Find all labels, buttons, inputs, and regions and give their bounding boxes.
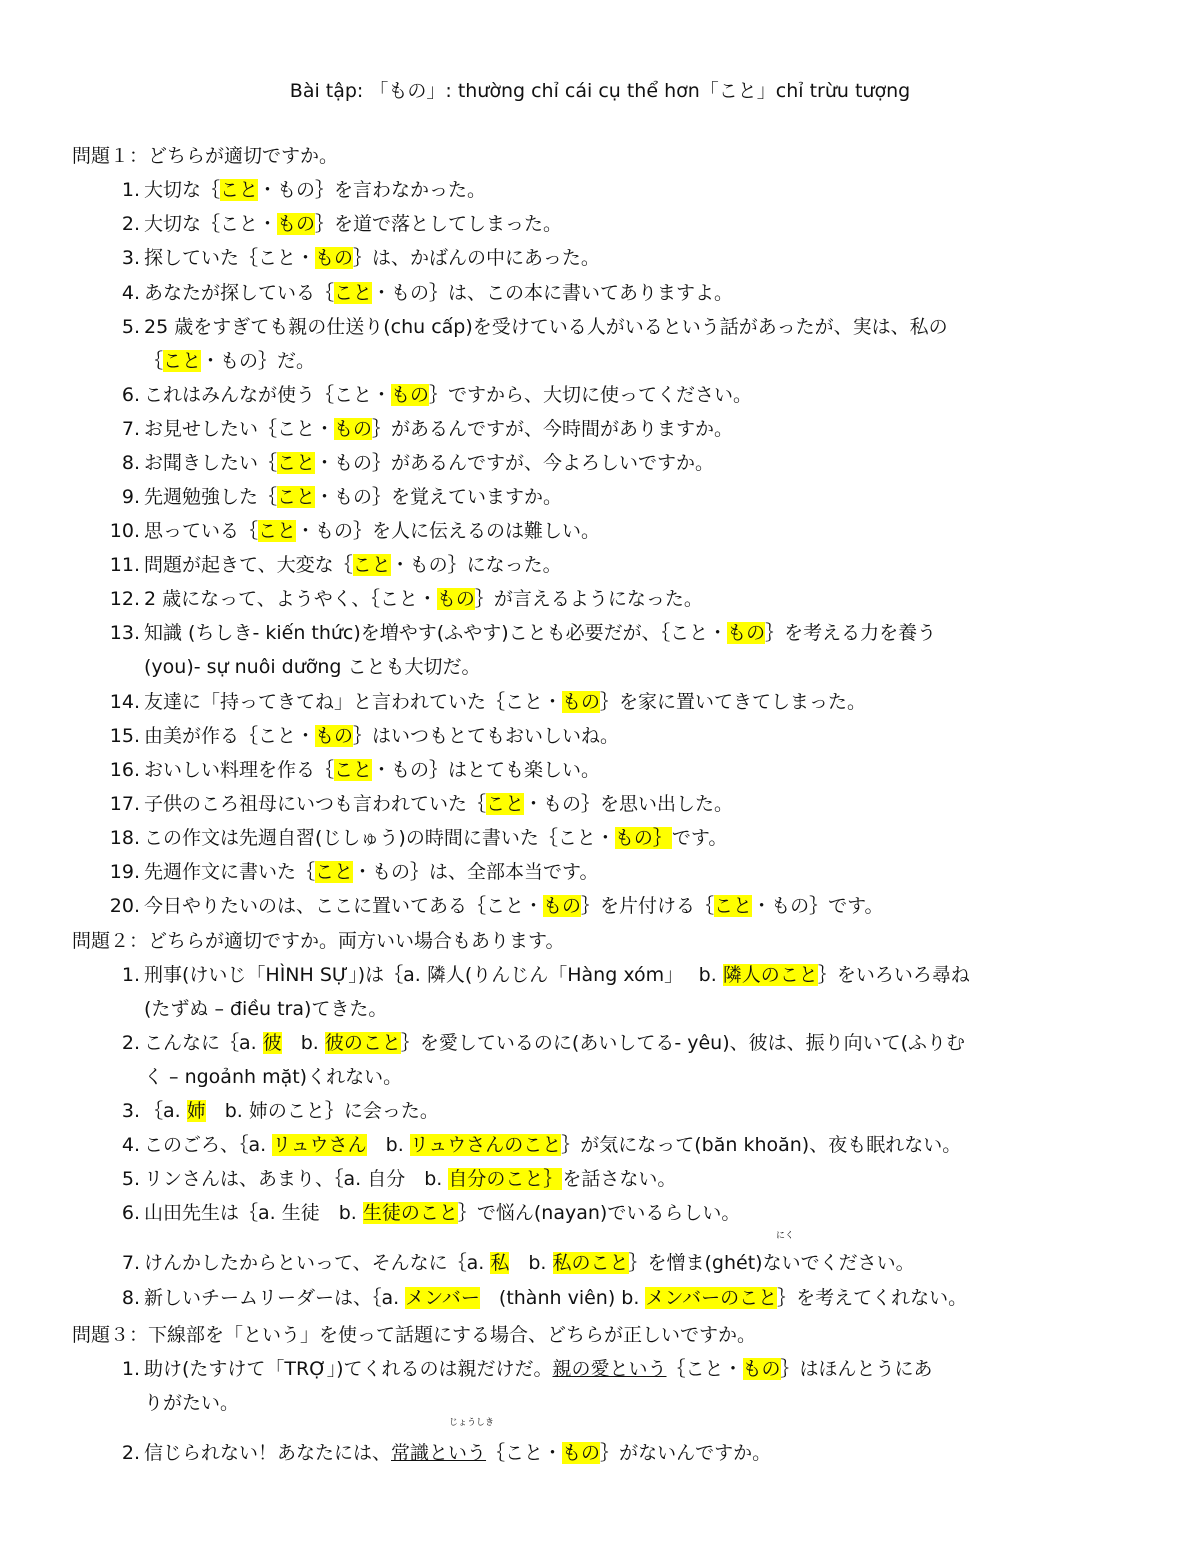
highlighted-answer: もの bbox=[334, 418, 373, 440]
underlined-text: 常識という bbox=[391, 1442, 487, 1464]
q2-item-8 bbox=[100, 1283, 1140, 1310]
item-number: 3. bbox=[121, 247, 140, 269]
text-segment: この作文は先週自習(じしゅう)の時間に書いた｛こと・ bbox=[144, 827, 615, 849]
text-segment: ｝を憎ま(ghét)ないでください。 bbox=[628, 1252, 915, 1274]
text-segment: 大切な｛こと・ bbox=[144, 213, 278, 235]
text-segment: 知識 (ちしき- kiến thức)を増やす(ふやす)ことも必要だが、｛こと・ bbox=[144, 622, 728, 644]
text-segment: ｝ですから、大切に使ってください。 bbox=[429, 384, 753, 406]
text-segment: b. 姉のこと｝に会った。 bbox=[205, 1100, 439, 1122]
text-segment: ｝を愛しているのに(あいしてる- yêu)、彼は、振り向いて(ふりむ bbox=[400, 1032, 966, 1054]
highlighted-answer: もの bbox=[562, 691, 601, 713]
q1-item-20 bbox=[100, 891, 1140, 918]
text-segment: ・もの｝はとても楽しい。 bbox=[372, 759, 601, 781]
highlighted-answer: こと bbox=[334, 282, 373, 304]
text-segment: ｝を考えてくれない。 bbox=[777, 1287, 968, 1309]
highlighted-answer: リュウさんのこと bbox=[409, 1134, 562, 1156]
text-segment: 25 歳をすぎても親の仕送り(chu cấp)を受けている人がいるという話があったが、実は、私の bbox=[144, 316, 948, 338]
q2-item-2-continuation bbox=[144, 1062, 402, 1089]
text-segment: 信じられない！あなたには、 bbox=[144, 1442, 392, 1464]
q2-item-2 bbox=[100, 1028, 1140, 1055]
item-number: 3. bbox=[121, 1100, 140, 1122]
item-number: 14. bbox=[109, 691, 140, 713]
highlighted-answer: 私のこと bbox=[552, 1252, 629, 1274]
text-segment: こんなに｛a. bbox=[144, 1032, 263, 1054]
text-segment: b. bbox=[509, 1252, 553, 1274]
q1-item-5 bbox=[100, 312, 1140, 339]
text-segment: 由美が作る｛こと・ bbox=[144, 725, 316, 747]
text-segment: b. bbox=[366, 1134, 410, 1156]
q2-item-1-continuation bbox=[144, 994, 387, 1021]
item-number: 1. bbox=[121, 179, 140, 201]
highlighted-answer: こと bbox=[315, 861, 354, 883]
text-segment: ｛こと・ bbox=[486, 1442, 563, 1464]
text-segment: 助け(たすけて「TRỢ」)てくれるのは親だけだ。 bbox=[144, 1358, 553, 1380]
highlighted-answer: もの bbox=[315, 725, 354, 747]
highlighted-answer: こと bbox=[334, 759, 373, 781]
item-number: 8. bbox=[121, 452, 140, 474]
text-segment: 友達に「持ってきてね」と言われていた｛こと・ bbox=[144, 691, 563, 713]
text-segment: 刑事(けいじ「HÌNH SỰ」)は｛a. 隣人(りんじん「Hàng xóm」 b. bbox=[144, 964, 723, 986]
text-segment: 問題が起きて、大変な｛ bbox=[144, 554, 353, 576]
item-number: 18. bbox=[109, 827, 140, 849]
highlighted-answer: こと bbox=[486, 793, 525, 815]
q1-item-2 bbox=[100, 209, 1140, 236]
q2-item-6 bbox=[100, 1198, 1140, 1225]
furigana-niku: にく bbox=[776, 1231, 795, 1241]
item-number: 2. bbox=[121, 213, 140, 235]
q1-item-6 bbox=[100, 380, 1140, 407]
text-segment: ｝はいつもとてもおいしいね。 bbox=[353, 725, 620, 747]
text-segment: 思っている｛ bbox=[144, 520, 259, 542]
item-number: 16. bbox=[109, 759, 140, 781]
q1-item-11 bbox=[100, 550, 1140, 577]
highlighted-answer: もの bbox=[562, 1442, 601, 1464]
q1-item-13-continuation bbox=[144, 652, 481, 679]
highlighted-answer: もの bbox=[315, 247, 354, 269]
text-segment: ・もの｝を思い出した。 bbox=[524, 793, 734, 815]
text-segment: ・もの｝を覚えていますか。 bbox=[315, 486, 563, 508]
q2-item-4 bbox=[100, 1130, 1140, 1157]
q1-item-3 bbox=[100, 243, 1140, 270]
text-segment: ｝が気になって(băn khoăn)、夜も眠れない。 bbox=[561, 1134, 962, 1156]
highlighted-answer: メンバーのこと bbox=[645, 1287, 778, 1309]
text-segment: を話さない。 bbox=[562, 1168, 677, 1190]
item-number: 20. bbox=[109, 895, 140, 917]
highlighted-answer: 自分のこと｝ bbox=[448, 1168, 563, 1190]
highlighted-answer: 隣人のこと bbox=[722, 964, 818, 986]
highlighted-answer: 彼のこと bbox=[324, 1032, 401, 1054]
text-segment: 探していた｛こと・ bbox=[144, 247, 316, 269]
text-segment: (thành viên) b. bbox=[479, 1287, 646, 1309]
q2-item-3 bbox=[100, 1096, 1140, 1123]
item-number: 2. bbox=[121, 1032, 140, 1054]
text-segment: あなたが探している｛ bbox=[144, 282, 335, 304]
item-number: 7. bbox=[121, 418, 140, 440]
text-segment: ｝は、かばんの中にあった。 bbox=[353, 247, 600, 269]
q3-item-2 bbox=[100, 1438, 1140, 1465]
text-segment: 子供のころ祖母にいつも言われていた｛ bbox=[144, 793, 487, 815]
highlighted-answer: こと bbox=[714, 895, 753, 917]
q1-item-12 bbox=[100, 584, 1140, 611]
furigana-joushiki: じょうしき bbox=[449, 1418, 495, 1428]
section-1-heading: 問題１：どちらが適切ですか。 bbox=[72, 145, 339, 167]
text-segment: ｝があるんですが、今時間がありますか。 bbox=[372, 418, 734, 440]
highlighted-answer: こと bbox=[352, 554, 391, 576]
item-number: 4. bbox=[121, 1134, 140, 1156]
q1-item-9 bbox=[100, 482, 1140, 509]
item-number: 17. bbox=[109, 793, 140, 815]
highlighted-answer: もの｝ bbox=[614, 827, 672, 849]
q2-item-1 bbox=[100, 960, 1140, 987]
text-segment: く – ngoảnh mặt)くれない。 bbox=[144, 1066, 403, 1088]
highlighted-answer: こと bbox=[277, 452, 316, 474]
text-segment: このごろ、｛a. bbox=[144, 1134, 273, 1156]
text-segment: 大切な｛ bbox=[144, 179, 221, 201]
underlined-text: 親の愛という bbox=[552, 1358, 667, 1380]
text-segment: リンさんは、あまり、｛a. 自分 b. bbox=[144, 1168, 449, 1190]
text-segment: ｛こと・ bbox=[666, 1358, 743, 1380]
q1-item-10 bbox=[100, 516, 1140, 543]
text-segment: りがたい。 bbox=[144, 1392, 240, 1414]
highlighted-answer: もの bbox=[436, 588, 475, 610]
q2-item-5 bbox=[100, 1164, 1140, 1191]
text-segment: ・もの｝は、この本に書いてありますよ。 bbox=[372, 282, 734, 304]
item-number: 2. bbox=[121, 1442, 140, 1464]
text-segment: ｝はほんとうにあ bbox=[780, 1358, 933, 1380]
highlighted-answer: こと bbox=[277, 486, 316, 508]
text-segment: です。 bbox=[671, 827, 728, 849]
highlighted-answer: メンバー bbox=[405, 1287, 480, 1309]
text-segment: ｝を考える力を養う bbox=[765, 622, 937, 644]
text-segment: 先週作文に書いた｛ bbox=[144, 861, 316, 883]
item-number: 5. bbox=[121, 316, 140, 338]
item-number: 11. bbox=[109, 554, 140, 576]
item-number: 4. bbox=[121, 282, 140, 304]
item-number: 12. bbox=[109, 588, 140, 610]
text-segment: ・もの｝があるんですが、今よろしいですか。 bbox=[315, 452, 715, 474]
q1-item-19 bbox=[100, 857, 1140, 884]
q1-item-8 bbox=[100, 448, 1140, 475]
text-segment: けんかしたからといって、そんなに｛a. bbox=[144, 1252, 491, 1274]
highlighted-answer: もの bbox=[391, 384, 430, 406]
q1-item-18 bbox=[100, 823, 1140, 850]
text-segment: ｝を道で落としてしまった。 bbox=[315, 213, 563, 235]
item-number: 10. bbox=[109, 520, 140, 542]
text-segment: ｛a. bbox=[144, 1100, 187, 1122]
highlighted-answer: もの bbox=[727, 622, 766, 644]
text-segment: ・もの｝は、全部本当です。 bbox=[353, 861, 599, 883]
highlighted-answer: こと bbox=[163, 350, 202, 372]
text-segment: お聞きしたい｛ bbox=[144, 452, 278, 474]
highlighted-answer: 生徒のこと bbox=[362, 1202, 458, 1224]
text-segment: ｝をいろいろ尋ね bbox=[817, 964, 970, 986]
text-segment: 先週勉強した｛ bbox=[144, 486, 278, 508]
item-number: 7. bbox=[121, 1252, 140, 1274]
q1-item-5-continuation bbox=[144, 346, 315, 373]
q1-item-16 bbox=[100, 755, 1140, 782]
text-segment: (たずぬ – điều tra)てきた。 bbox=[144, 998, 388, 1020]
item-number: 19. bbox=[109, 861, 140, 883]
highlighted-answer: もの bbox=[742, 1358, 781, 1380]
q3-item-1-continuation bbox=[144, 1388, 239, 1415]
item-number: 8. bbox=[121, 1287, 140, 1309]
highlighted-answer: リュウさん bbox=[272, 1134, 367, 1156]
item-number: 13. bbox=[109, 622, 140, 644]
item-number: 5. bbox=[121, 1168, 140, 1190]
text-segment: ・もの｝を言わなかった。 bbox=[258, 179, 487, 201]
highlighted-answer: 私 bbox=[490, 1252, 510, 1274]
q1-item-1 bbox=[100, 175, 1140, 202]
item-number: 6. bbox=[121, 1202, 140, 1224]
text-segment: b. bbox=[281, 1032, 325, 1054]
text-segment: おいしい料理を作る｛ bbox=[144, 759, 335, 781]
q3-item-1 bbox=[100, 1354, 1140, 1381]
section-2-heading: 問題２：どちらが適切ですか。両方いい場合もあります。 bbox=[72, 930, 565, 952]
item-number: 1. bbox=[121, 964, 140, 986]
item-number: 1. bbox=[121, 1358, 140, 1380]
text-segment: これはみんなが使う｛こと・ bbox=[144, 384, 392, 406]
highlighted-answer: こと bbox=[258, 520, 297, 542]
q1-item-15 bbox=[100, 721, 1140, 748]
text-segment: 新しいチームリーダーは、｛a. bbox=[144, 1287, 406, 1309]
text-segment: ｝を片付ける｛ bbox=[581, 895, 715, 917]
page-title: Bài tập: 「もの」: thường chỉ cái cụ thể hơn「こと」chỉ trừu tượng bbox=[289, 80, 911, 102]
text-segment: ・もの｝です。 bbox=[752, 895, 884, 917]
q2-item-7 bbox=[100, 1248, 1140, 1275]
text-segment: ｝で悩ん(nayan)でいるらしい。 bbox=[457, 1202, 741, 1224]
text-segment: 2 歳になって、ようやく、｛こと・ bbox=[144, 588, 437, 610]
text-segment: 今日やりたいのは、ここに置いてある｛こと・ bbox=[144, 895, 544, 917]
q1-item-13 bbox=[100, 618, 1140, 645]
highlighted-answer: もの bbox=[543, 895, 582, 917]
q1-item-4 bbox=[100, 278, 1140, 305]
q1-item-14 bbox=[100, 687, 1140, 714]
section-3-heading: 問題３：下線部を「という」を使って話題にする場合、どちらが正しいですか。 bbox=[72, 1324, 757, 1346]
highlighted-answer: 彼 bbox=[262, 1032, 282, 1054]
q1-item-7 bbox=[100, 414, 1140, 441]
highlighted-answer: もの bbox=[277, 213, 316, 235]
text-segment: ｝が言えるようになった。 bbox=[474, 588, 703, 610]
text-segment: ｝を家に置いてきてしまった。 bbox=[600, 691, 867, 713]
item-number: 6. bbox=[121, 384, 140, 406]
highlighted-answer: こと bbox=[220, 179, 259, 201]
text-segment: 山田先生は｛a. 生徒 b. bbox=[144, 1202, 363, 1224]
text-segment: ・もの｝だ。 bbox=[201, 350, 316, 372]
text-segment: ・もの｝になった。 bbox=[390, 554, 562, 576]
text-segment: ・もの｝を人に伝えるのは難しい。 bbox=[296, 520, 601, 542]
text-segment: ｛ bbox=[144, 350, 164, 372]
highlighted-answer: 姉 bbox=[186, 1100, 206, 1122]
text-segment: (you)- sự nuôi dưỡng ことも大切だ。 bbox=[144, 656, 481, 678]
item-number: 15. bbox=[109, 725, 140, 747]
text-segment: ｝がないんですか。 bbox=[600, 1442, 772, 1464]
item-number: 9. bbox=[121, 486, 140, 508]
text-segment: お見せしたい｛こと・ bbox=[144, 418, 335, 440]
q1-item-17 bbox=[100, 789, 1140, 816]
